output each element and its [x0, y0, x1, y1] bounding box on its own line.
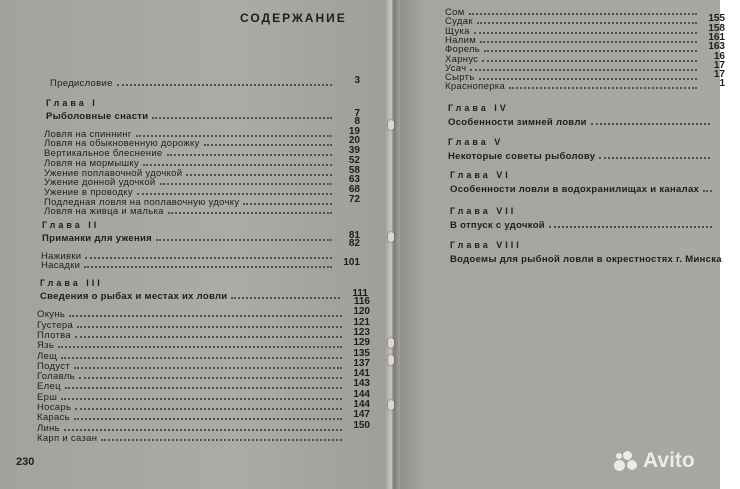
toc-entry — [37, 306, 370, 321]
toc-entry — [37, 326, 370, 341]
toc-entry-title: Лещ — [37, 350, 58, 362]
toc-page-number: 8 — [354, 116, 360, 127]
toc-page-number: 150 — [353, 419, 370, 431]
toc-page-number: 39 — [348, 145, 360, 157]
dot-leader — [152, 117, 332, 119]
toc-entry — [41, 252, 360, 262]
toc-entry-title: Густера — [37, 319, 74, 331]
toc-entry-title: Сом — [445, 7, 465, 18]
toc-page-number: 72 — [348, 193, 360, 205]
dot-leader — [74, 367, 342, 369]
dot-leader — [599, 157, 710, 159]
dot-leader — [65, 387, 342, 389]
toc-entry — [448, 150, 738, 162]
toc-page-number: 144 — [353, 388, 370, 400]
dot-leader — [101, 439, 342, 441]
toc-page-number: 17 — [713, 69, 725, 81]
toc-entry — [37, 337, 370, 352]
toc-entry-title: Ерш — [37, 391, 58, 403]
toc-entry — [37, 368, 370, 383]
toc-entry-title: Елец — [37, 381, 61, 393]
toc-page-number: 20 — [348, 135, 360, 147]
toc-entry-title: Ловля на живца и малька — [44, 206, 164, 218]
toc-page-number: 58 — [348, 164, 360, 176]
toc-page-number: 52 — [348, 154, 360, 166]
toc-page-number: 120 — [353, 306, 370, 318]
toc-page-number: 141 — [353, 368, 370, 380]
dot-leader — [85, 257, 332, 259]
toc-entry — [41, 257, 360, 271]
toc-entry-title: Вертикальное блеснение — [44, 148, 163, 160]
dot-leader — [167, 154, 332, 156]
toc-page-number: 116 — [353, 296, 370, 307]
stitch — [388, 120, 394, 130]
dot-leader — [117, 84, 332, 86]
dot-leader — [75, 408, 342, 410]
dot-leader — [137, 193, 332, 195]
toc-page-number: 147 — [353, 409, 370, 421]
dot-leader — [484, 50, 697, 52]
toc-entry-title: Ловля на обыкновенную дорожку — [44, 138, 200, 150]
page-number: 230 — [16, 456, 35, 468]
toc-entry — [448, 116, 738, 128]
dot-leader — [61, 398, 342, 400]
dot-leader — [470, 69, 697, 71]
toc-entry-title: Усач — [445, 62, 467, 74]
toc-entry-title: Насадки — [41, 260, 81, 271]
toc-entry-title: Ужение донной удочкой — [44, 177, 156, 189]
toc-entry-title: Окунь — [37, 309, 66, 321]
toc-entry — [37, 347, 370, 362]
toc-page-number: 3 — [354, 75, 360, 86]
avito-wordmark: Avito — [643, 449, 695, 472]
toc-entry-title: Красноперка — [445, 81, 506, 93]
chapter-heading: Глава III — [40, 278, 103, 288]
toc-page-number: 63 — [348, 174, 360, 186]
toc-page-number: 137 — [353, 357, 370, 369]
toc-entry-title: Язь — [37, 340, 55, 352]
dot-leader — [204, 144, 332, 146]
toc-entry-title: Карп и сазан — [37, 432, 98, 444]
toc-entry-title: Особенности зимней ловли — [448, 117, 587, 128]
toc-page-number: 82 — [348, 238, 360, 249]
toc-entry-title: Приманки для ужения — [42, 233, 152, 244]
toc-page-number: 161 — [708, 31, 725, 43]
dot-leader — [160, 183, 332, 185]
toc-entry-title: Ловля на спиннинг — [44, 128, 132, 140]
toc-entry — [37, 434, 370, 444]
dot-leader — [549, 226, 712, 228]
toc-entry — [37, 409, 370, 424]
book-spine — [384, 0, 400, 489]
toc-entry — [37, 388, 370, 403]
dot-leader — [231, 297, 340, 299]
toc-page-number: 121 — [353, 316, 370, 328]
toc-page-number: 158 — [708, 22, 725, 34]
dot-leader — [186, 174, 332, 176]
dot-leader — [136, 135, 332, 137]
toc-entry-title: Линь — [37, 422, 60, 434]
dot-leader — [477, 22, 697, 24]
toc-entry — [450, 253, 740, 265]
stitch — [388, 338, 394, 348]
dot-leader — [168, 212, 332, 214]
toc-page-number: 7 — [354, 108, 360, 119]
dot-leader — [77, 326, 342, 328]
chapter-heading: Глава I — [46, 98, 98, 108]
chapter-heading: Глава IV — [448, 103, 509, 113]
dot-leader — [143, 164, 332, 166]
toc-page-number: 163 — [708, 41, 725, 53]
toc-page-number: 129 — [353, 337, 370, 349]
page-title: СОДЕРЖАНИЕ — [240, 11, 347, 25]
toc-entry-title: Подледная ловля на поплавочную удочку — [44, 196, 240, 208]
toc-page-number: 123 — [353, 326, 370, 338]
toc-entry-title: Водоемы для рыбной ловли в окрестностях г. Минска — [450, 254, 722, 265]
chapter-heading: Глава VIII — [450, 240, 522, 250]
toc-entry-title: Голавль — [37, 371, 75, 383]
toc-entry-title: Носарь — [37, 402, 72, 413]
toc-entry-title: Плотва — [37, 329, 71, 341]
dot-leader — [703, 190, 712, 192]
dot-leader — [84, 266, 332, 268]
stitch — [388, 232, 394, 242]
toc-page-number: 68 — [348, 183, 360, 195]
avito-watermark — [614, 449, 695, 473]
toc-entry-title: Рыболовные снасти — [46, 111, 149, 122]
dot-leader — [79, 377, 342, 379]
dot-leader — [482, 60, 697, 62]
toc-page-number: 144 — [353, 399, 370, 410]
toc-entry-title: В отпуск с удочкой — [450, 220, 545, 231]
chapter-heading: Глава V — [448, 137, 504, 147]
toc-entry-title: Форель — [445, 44, 481, 56]
dot-leader — [469, 13, 697, 15]
dot-leader — [64, 429, 342, 431]
toc-entry-title: Щука — [445, 25, 470, 37]
dot-leader — [509, 87, 697, 89]
dot-leader — [69, 315, 342, 317]
avito-logo-icon — [614, 451, 640, 471]
toc-entry-title: Некоторые советы рыболову — [448, 151, 596, 162]
toc-entry — [37, 316, 370, 331]
dot-leader — [156, 239, 332, 241]
toc-entry — [450, 183, 740, 195]
toc-entry-title: Предисловие — [50, 78, 113, 89]
toc-entry-title: Ловля на мормышку — [44, 157, 140, 169]
toc-entry — [37, 357, 370, 372]
toc-entry-title: Сырть — [445, 72, 475, 84]
toc-page-number: 1 — [719, 78, 725, 90]
toc-entry — [37, 378, 370, 393]
toc-page-number: 143 — [353, 378, 370, 390]
toc-page-number: 19 — [348, 125, 360, 137]
toc-entry-title: Судак — [445, 16, 473, 28]
toc-entry-title: Наживки — [41, 250, 82, 262]
dot-leader — [243, 203, 332, 205]
dot-leader — [58, 346, 342, 348]
dot-leader — [75, 336, 342, 338]
dot-leader — [474, 32, 697, 34]
toc-entry-title: Харнус — [445, 53, 479, 65]
toc-entry-title: Карась — [37, 412, 70, 424]
toc-entry-title: Ужение в проводку — [44, 186, 133, 198]
toc-page-number: 16 — [713, 50, 725, 62]
dot-leader — [74, 418, 342, 420]
dot-leader — [591, 123, 710, 125]
toc-entry-title: Налим — [445, 34, 477, 46]
toc-page-number: 101 — [343, 257, 360, 268]
stitch — [388, 355, 394, 365]
toc-page-number: 111 — [352, 288, 368, 299]
toc-entry — [450, 219, 740, 231]
toc-entry — [44, 207, 360, 217]
toc-entry — [50, 77, 360, 89]
toc-entry — [37, 399, 370, 413]
toc-page-number: 81 — [348, 230, 360, 241]
stitch — [388, 400, 394, 410]
chapter-heading: Глава II — [42, 220, 100, 230]
toc-entry-title: Сведения о рыбах и местах их ловли — [40, 291, 228, 302]
toc-entry-title: Ужение поплавочной удочкой — [44, 167, 183, 179]
toc-entry-title: Подуст — [37, 360, 70, 372]
toc-page-number: 17 — [713, 59, 725, 71]
chapter-heading: Глава VII — [450, 206, 517, 216]
dot-leader — [480, 41, 697, 43]
toc-page-number: 155 — [708, 13, 725, 25]
dot-leader — [61, 357, 342, 359]
dot-leader — [479, 78, 697, 80]
toc-entry-title: Особенности ловли в водохранилищах и каналах — [450, 184, 700, 195]
chapter-heading: Глава VI — [450, 170, 511, 180]
toc-page-number: 135 — [353, 347, 370, 359]
